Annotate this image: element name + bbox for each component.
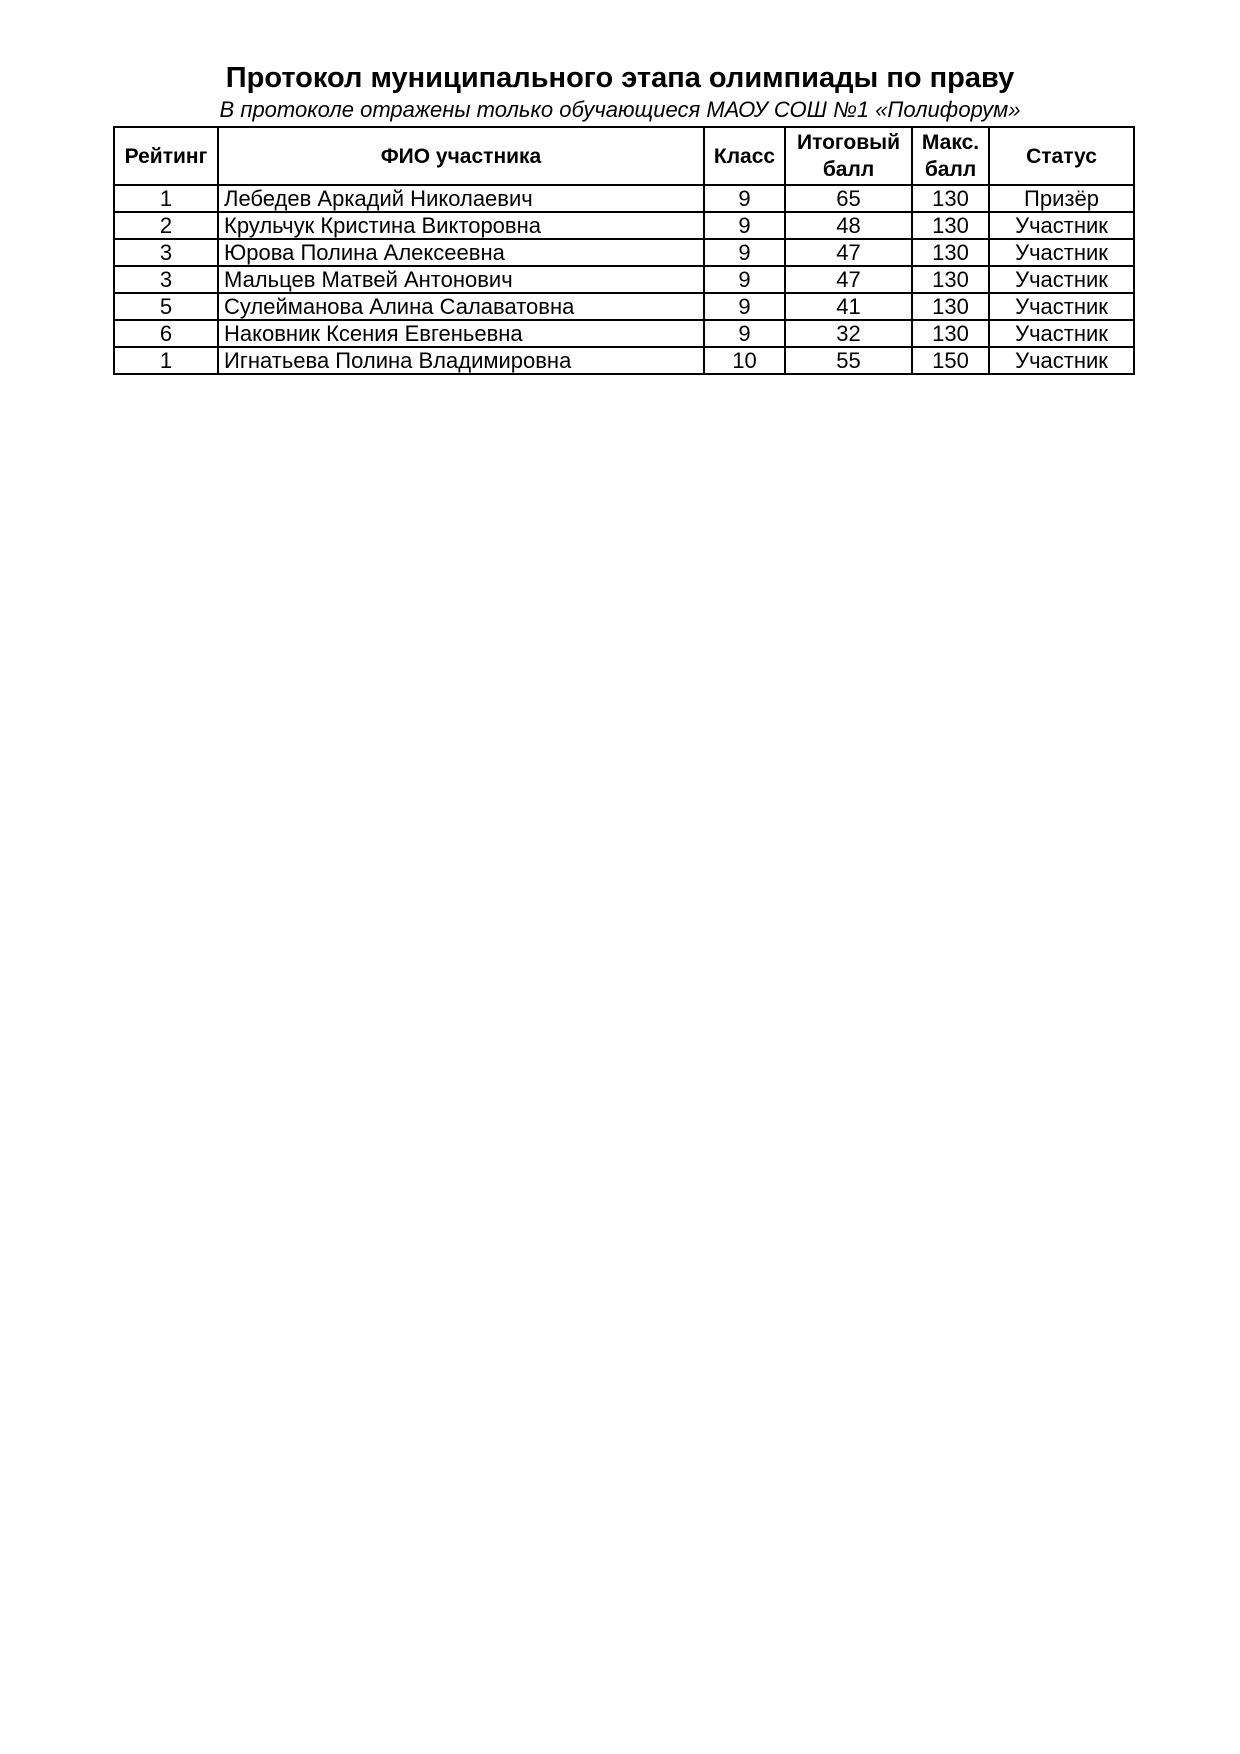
header-status: Статус xyxy=(989,127,1134,185)
cell-max: 130 xyxy=(912,320,989,347)
cell-max: 130 xyxy=(912,212,989,239)
header-total: Итоговый балл xyxy=(785,127,912,185)
cell-status: Участник xyxy=(989,347,1134,374)
results-table xyxy=(113,126,1135,375)
cell-total: 41 xyxy=(785,293,912,320)
cell-rank: 3 xyxy=(114,239,218,266)
cell-rank: 6 xyxy=(114,320,218,347)
cell-name: Юрова Полина Алексеевна xyxy=(218,239,704,266)
cell-name: Крульчук Кристина Викторовна xyxy=(218,212,704,239)
cell-max: 130 xyxy=(912,185,989,212)
table-row xyxy=(114,239,1134,266)
table-header-row xyxy=(114,127,1134,185)
header-class: Класс xyxy=(704,127,785,185)
table-row xyxy=(114,347,1134,374)
table-row xyxy=(114,266,1134,293)
cell-class: 9 xyxy=(704,185,785,212)
header-rank: Рейтинг xyxy=(114,127,218,185)
cell-total: 65 xyxy=(785,185,912,212)
cell-total: 32 xyxy=(785,320,912,347)
cell-name: Игнатьева Полина Владимировна xyxy=(218,347,704,374)
document-title: Протокол муниципального этапа олимпиады по праву xyxy=(225,62,1015,94)
table-row xyxy=(114,293,1134,320)
cell-total: 47 xyxy=(785,239,912,266)
table-row xyxy=(114,212,1134,239)
cell-max: 130 xyxy=(912,266,989,293)
cell-name: Лебедев Аркадий Николаевич xyxy=(218,185,704,212)
cell-status: Участник xyxy=(989,239,1134,266)
cell-class: 9 xyxy=(704,239,785,266)
cell-status: Призёр xyxy=(989,185,1134,212)
table-row xyxy=(114,320,1134,347)
cell-class: 9 xyxy=(704,320,785,347)
cell-rank: 3 xyxy=(114,266,218,293)
header-name: ФИО участника xyxy=(218,127,704,185)
cell-rank: 5 xyxy=(114,293,218,320)
cell-total: 48 xyxy=(785,212,912,239)
cell-total: 47 xyxy=(785,266,912,293)
document-subtitle: В протоколе отражены только обучающиеся МАОУ СОШ №1 «Полифорум» xyxy=(219,97,1021,122)
cell-name: Наковник Ксения Евгеньевна xyxy=(218,320,704,347)
cell-class: 10 xyxy=(704,347,785,374)
header-max: Макс. балл xyxy=(912,127,989,185)
cell-rank: 1 xyxy=(114,347,218,374)
cell-rank: 2 xyxy=(114,212,218,239)
cell-rank: 1 xyxy=(114,185,218,212)
cell-status: Участник xyxy=(989,266,1134,293)
cell-name: Мальцев Матвей Антонович xyxy=(218,266,704,293)
cell-total: 55 xyxy=(785,347,912,374)
cell-status: Участник xyxy=(989,293,1134,320)
cell-class: 9 xyxy=(704,293,785,320)
cell-class: 9 xyxy=(704,212,785,239)
cell-status: Участник xyxy=(989,212,1134,239)
cell-max: 130 xyxy=(912,239,989,266)
cell-name: Сулейманова Алина Салаватовна xyxy=(218,293,704,320)
cell-status: Участник xyxy=(989,320,1134,347)
cell-max: 130 xyxy=(912,293,989,320)
table-row xyxy=(114,185,1134,212)
cell-class: 9 xyxy=(704,266,785,293)
cell-max: 150 xyxy=(912,347,989,374)
